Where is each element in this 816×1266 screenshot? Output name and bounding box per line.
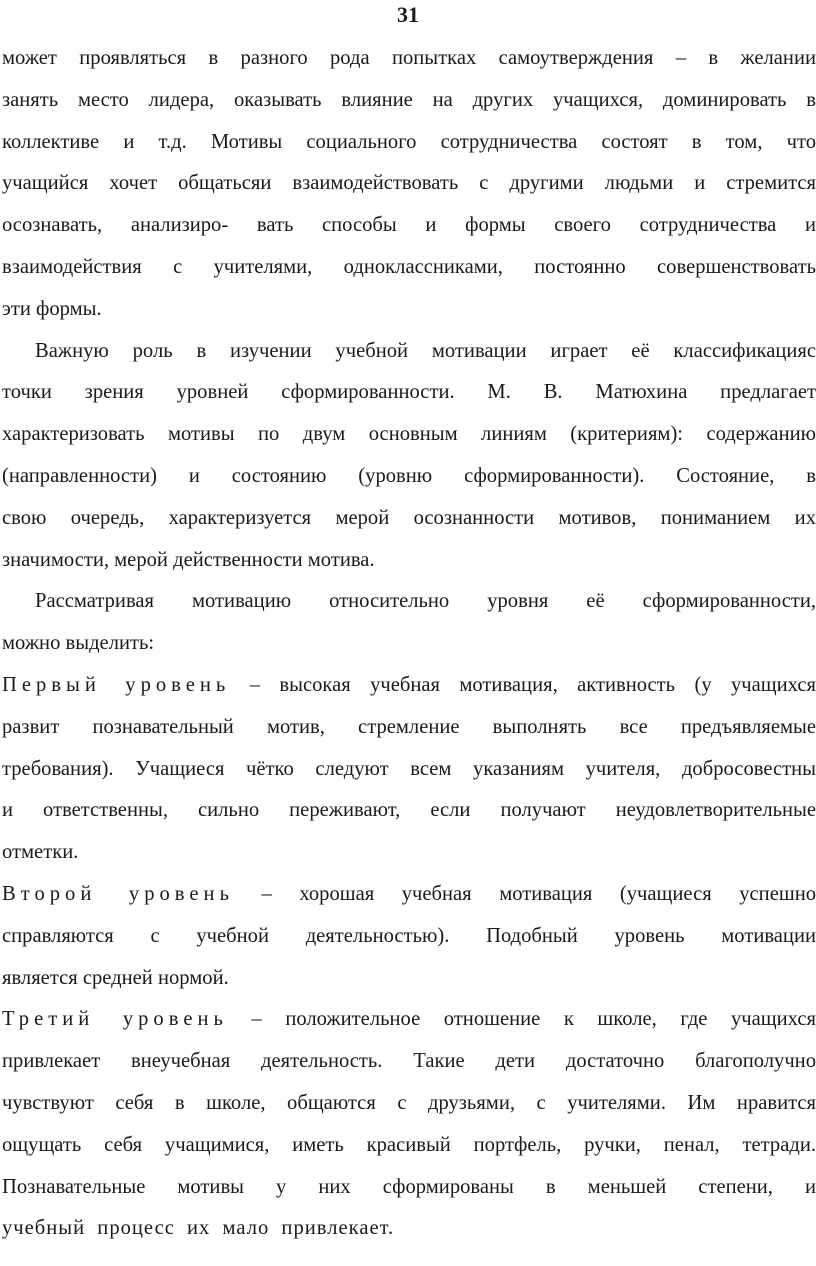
text-line: привлекает внеучебная деятельность. Такие дети достаточно благополучно: [2, 1050, 816, 1073]
level-second-title: Второй уровень: [2, 882, 234, 905]
text-line: и ответственны, сильно переживают, если получают неудовлетворительные: [2, 799, 816, 822]
text-line: чувствуют себя в школе, общаются с друзьями, с учителями. Им нравится: [2, 1091, 816, 1114]
text-line: характеризовать мотивы по двум основным линиям (критериям): содержанию: [2, 423, 816, 446]
paragraph-first-line: Рассматривая мотивацию относительно уровня её сформированности,: [35, 590, 816, 613]
text-line: ощущать себя учащимися, иметь красивый портфель, ручки, пенал, тетради.: [2, 1133, 816, 1156]
text-line: осознавать, анализиро- вать способы и формы своего сотрудничества и: [2, 214, 816, 237]
text-line: может проявляться в разного рода попытках самоутверждения – в желании: [2, 47, 816, 69]
text-line: Познавательные мотивы у них сформированы в меньшей степени, и: [2, 1175, 816, 1198]
text-line: взаимодействия с учителями, одноклассниками, постоянно совершенствовать: [2, 255, 816, 278]
level-third-line: [2, 999, 816, 1041]
text-line: занять место лидера, оказывать влияние на других учащихся, доминировать в: [2, 88, 816, 111]
level-third-text: – положительное отношение к школе, где учащихся: [251, 1008, 816, 1031]
level-second-line: [2, 874, 816, 916]
text-line: является средней нормой.: [2, 966, 229, 989]
text-line: свою очередь, характеризуется мерой осознанности мотивов, пониманием их: [2, 506, 816, 529]
paragraph-first-line: Важную роль в изучении учебной мотивации играет её классификацияс: [35, 339, 816, 362]
text-line: учащийся хочет общатьсяи взаимодействовать с другими людьми и стремится: [2, 172, 816, 195]
text-line: эти формы.: [2, 297, 102, 320]
level-second-text: – хорошая учебная мотивация (учащиеся успешно: [261, 882, 816, 905]
text-line: требования). Учащиеся чётко следуют всем указаниям учителя, добросовестны: [2, 757, 816, 780]
text-line: значимости, мерой действенности мотива.: [2, 548, 375, 571]
text-line: развит познавательный мотив, стремление выполнять все предъявляемые: [2, 715, 816, 738]
text-line: коллективе и т.д. Мотивы социального сотрудничества состоят в том, что: [2, 130, 816, 153]
text-line: отметки.: [2, 841, 79, 864]
page-number: 31: [397, 2, 419, 27]
text-line: (направленности) и состоянию (уровню сформированности). Состояние, в: [2, 464, 816, 487]
text-line: точки зрения уровней сформированности. М. В. Матюхина предлагает: [2, 381, 816, 404]
document-body: [2, 38, 816, 1250]
level-first-title: Первый уровень: [2, 673, 231, 696]
text-line: учебный процесс их мало привлекает.: [2, 1217, 395, 1240]
text-line: можно выделить:: [2, 632, 155, 655]
level-first-line: [2, 665, 816, 707]
level-first-text: – высокая учебная мотивация, активность (у учащихся: [249, 673, 816, 696]
level-third-title: Третий уровень: [2, 1008, 228, 1031]
text-line: справляются с учебной деятельностью). Подобный уровень мотивации: [2, 924, 816, 947]
